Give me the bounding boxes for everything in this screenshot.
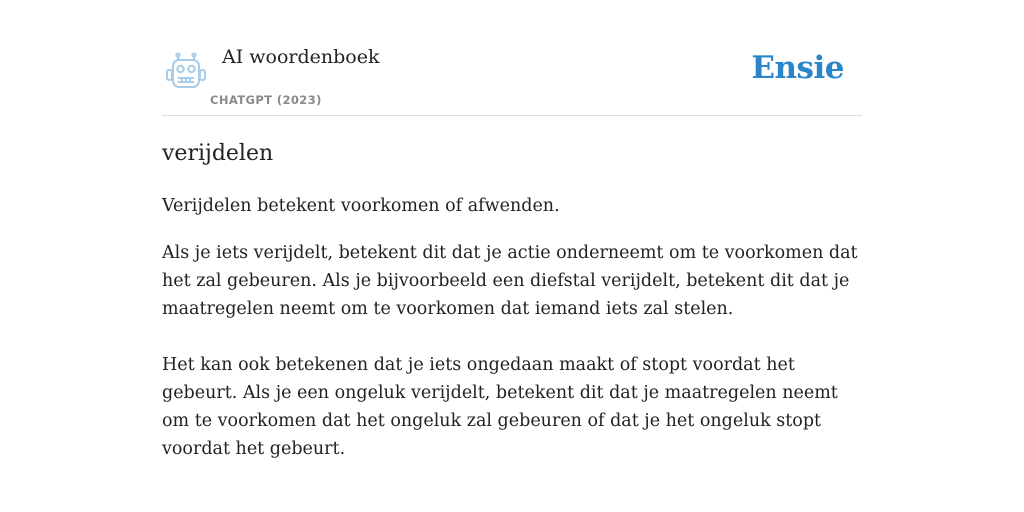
entry-paragraph: Als je iets verijdelt, betekent dit dat je actie onderneemt om te voorkomen dat het zal gebeuren. Als je bijvoorbeeld een diefstal verijdelt, betekent dit dat je maatregelen neemt om te voorkomen dat iemand iets zal stelen.	[162, 243, 858, 319]
dictionary-source: CHATGPT (2023)	[210, 93, 322, 107]
entry-term: verijdelen	[162, 141, 274, 166]
entry-content	[162, 138, 862, 463]
entry-paragraph: Het kan ook betekenen dat je iets ongedaan maakt of stopt voordat het gebeurt. Als je een ongeluk verijdelt, betekent dit dat je maatregelen neemt om te voorkomen dat het ongeluk zal gebeuren of dat je het ongeluk stopt voordat het gebeurt.	[162, 355, 838, 459]
site-header	[162, 40, 862, 116]
entry-summary: Verijdelen betekent voorkomen of afwenden.	[162, 196, 560, 216]
robot-icon	[166, 52, 206, 90]
ensie-logo[interactable]: Ensie	[751, 50, 844, 86]
dictionary-title: AI woordenboek	[222, 46, 380, 68]
